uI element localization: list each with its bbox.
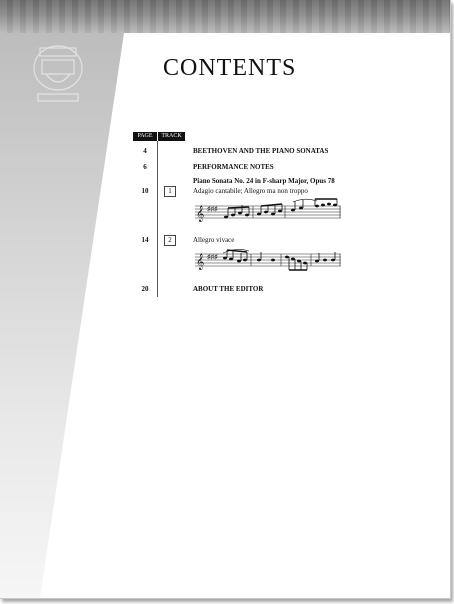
music-incipit-icon — [193, 196, 343, 226]
svg-text:𝄞: 𝄞 — [196, 206, 205, 222]
entry-page-number: 6 — [143, 163, 147, 171]
track-badge[interactable]: 1 — [164, 186, 176, 197]
left-decorative-panel — [0, 33, 124, 598]
entry-page-number: 20 — [141, 285, 149, 293]
page-title: CONTENTS — [163, 55, 297, 81]
top-band — [0, 0, 450, 33]
svg-text:𝄞: 𝄞 — [196, 254, 205, 270]
music-incipit-icon — [193, 246, 343, 276]
entry-title[interactable]: BEETHOVEN AND THE PIANO SONATAS — [193, 147, 329, 155]
entry-title[interactable]: ABOUT THE EDITOR — [193, 285, 264, 293]
publisher-seal-icon — [28, 38, 88, 108]
track-badge[interactable]: 2 — [164, 235, 176, 246]
entry-subtitle: Adagio cantabile; Allegro ma non troppo — [193, 187, 308, 195]
svg-text:♯♯♯: ♯♯♯ — [207, 205, 218, 213]
entry-subtitle[interactable]: Allegro vivace — [193, 236, 235, 244]
svg-text:♯♯♯: ♯♯♯ — [207, 253, 218, 261]
page-column-header: PAGE — [133, 132, 157, 141]
entry-title[interactable]: Piano Sonata No. 24 in F-sharp Major, Opus 78 — [193, 177, 335, 185]
entry-page-number: 4 — [143, 147, 147, 155]
entry-title[interactable]: PERFORMANCE NOTES — [193, 163, 274, 171]
entry-page-number: 14 — [141, 236, 149, 244]
column-divider — [157, 141, 158, 297]
track-column-header: TRACK — [158, 132, 185, 141]
entry-page-number: 10 — [141, 187, 149, 195]
